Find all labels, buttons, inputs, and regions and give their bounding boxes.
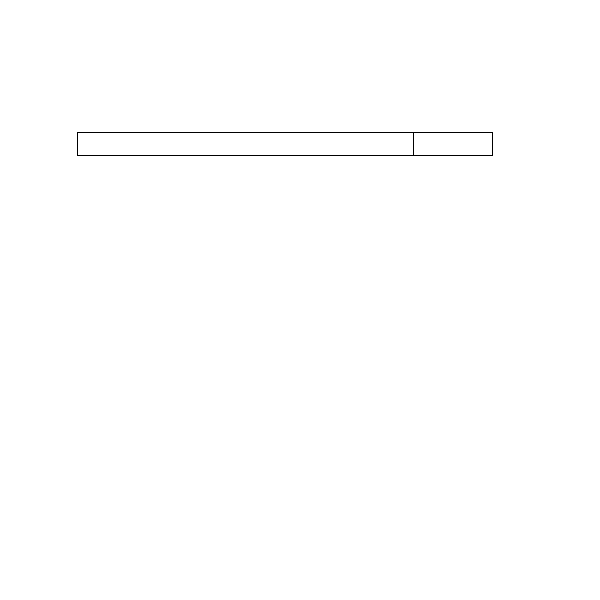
product-type <box>414 133 492 155</box>
title-cell <box>78 133 414 155</box>
title-box <box>77 132 493 156</box>
